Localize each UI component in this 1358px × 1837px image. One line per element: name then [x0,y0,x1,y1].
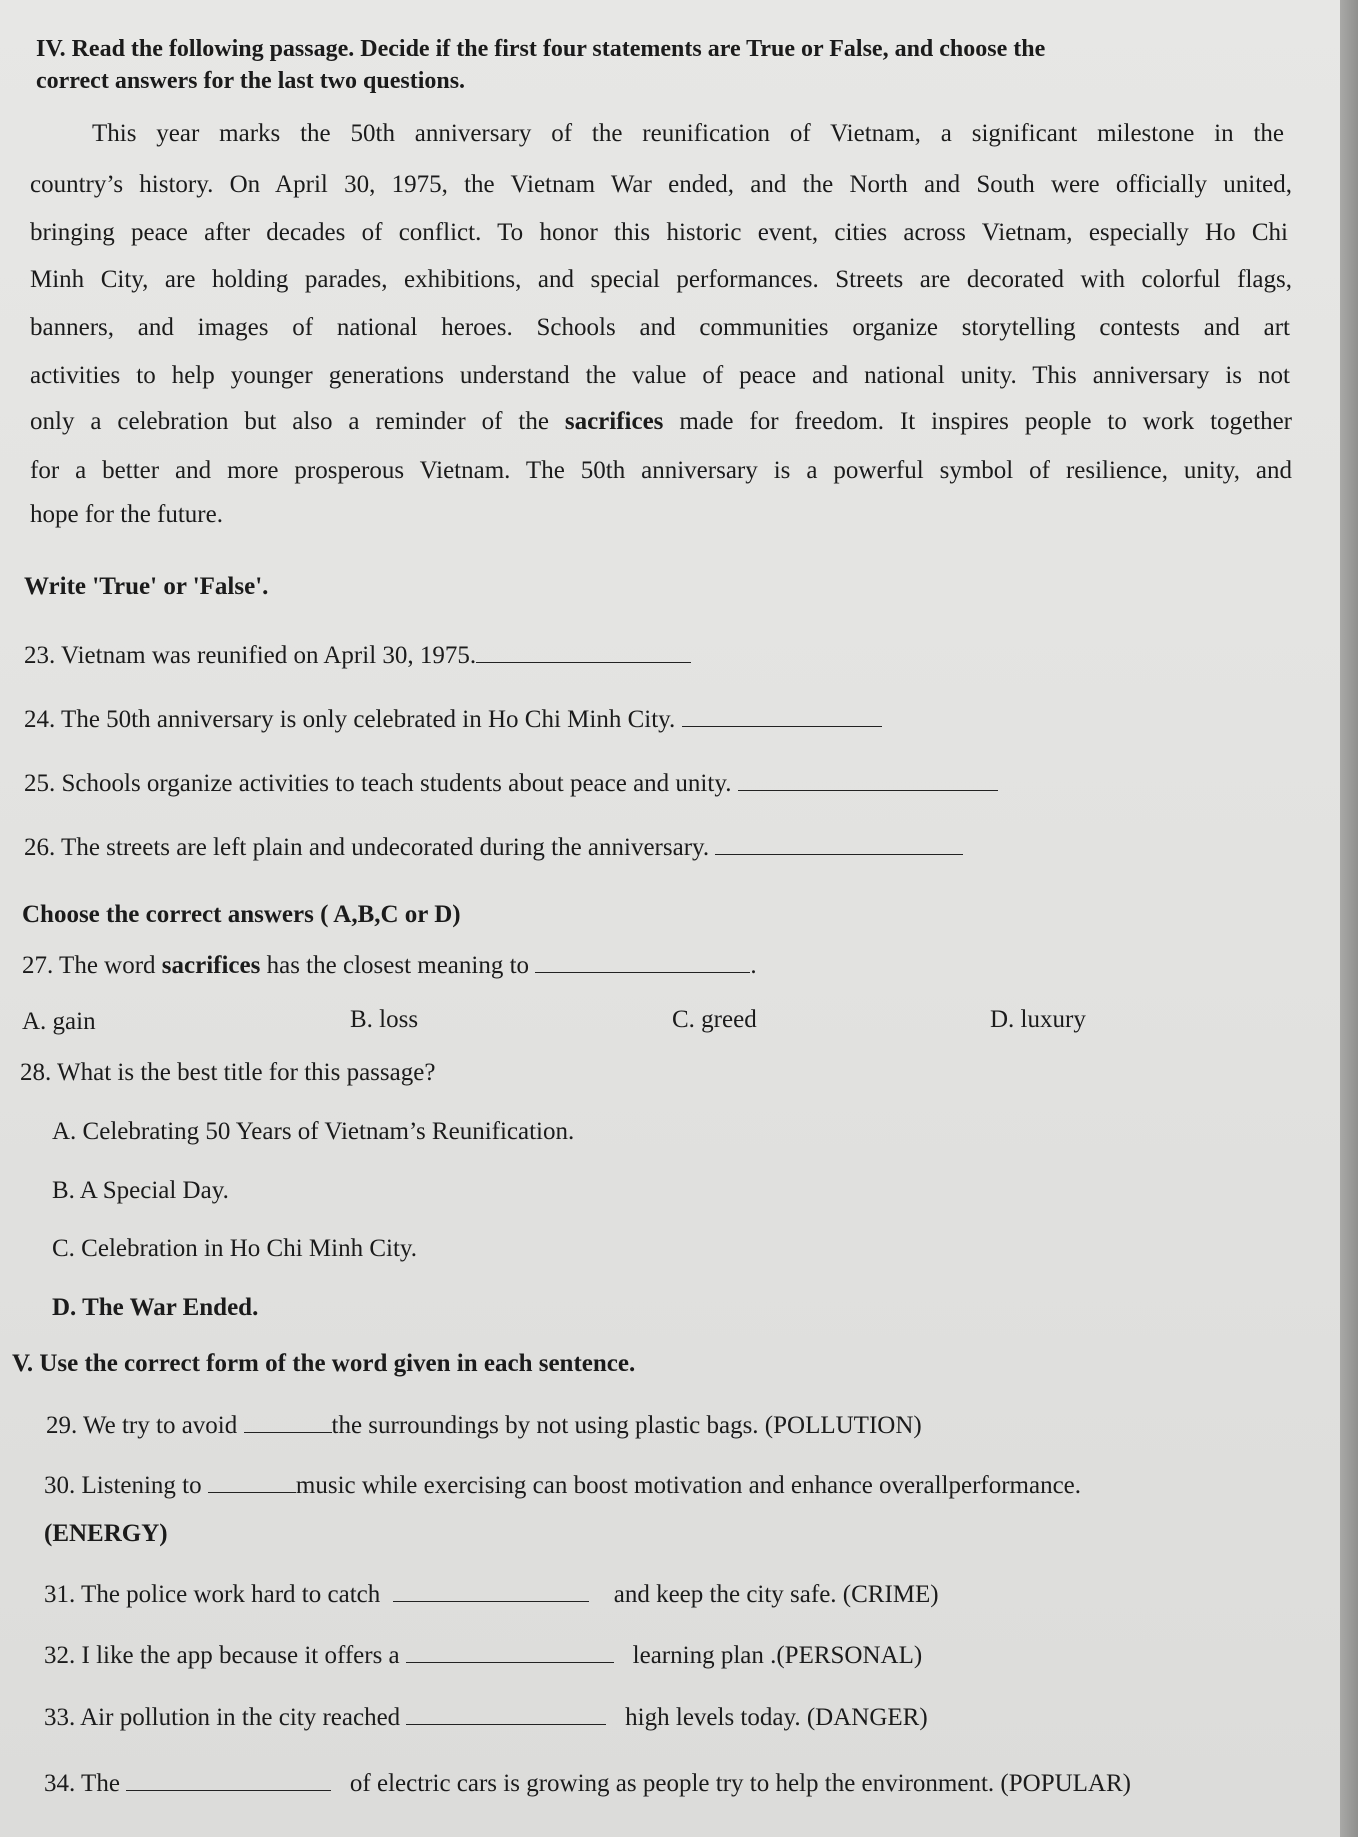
passage-line: Minh City, are holding parades, exhibitions, and special performances. Streets are decorated with colorful flags, [30,266,1292,293]
passage-line: for a better and more prosperous Vietnam. The 50th anniversary is a powerful symbol of resilience, unity, and [30,457,1292,484]
tf-instruction: Write 'True' or 'False'. [24,573,269,600]
passage-line: activities to help younger generations understand the value of peace and national unity. This anniversary is not [30,362,1290,389]
option-c[interactable]: C. Celebration in Ho Chi Minh City. [52,1235,418,1262]
answer-blank-30[interactable] [208,1472,296,1493]
question-32: 32. I like the app because it offers a learning plan .(PERSONAL) [44,1642,923,1669]
question-26: 26. The streets are left plain and undecorated during the anniversary. [24,834,963,862]
question-34: 34. The of electric cars is growing as people try to help the environment. (POPULAR) [44,1770,1131,1797]
question-30-word: (ENERGY) [44,1520,168,1547]
option-a[interactable]: A. gain [22,1008,96,1035]
question-28: 28. What is the best title for this passage? [20,1059,436,1086]
section-iv-heading-line2: correct answers for the last two questions. [36,68,466,94]
passage-line: banners, and images of national heroes. Schools and communities organize storytelling contests and art [30,314,1290,341]
passage-line: country’s history. On April 30, 1975, the Vietnam War ended, and the North and South were officially united, [30,171,1292,198]
section-iv-heading-line1: IV. Read the following passage. Decide if the first four statements are True or False, and choose the [36,36,1046,62]
question-25: 25. Schools organize activities to teach students about peace and unity. [24,770,998,798]
answer-blank-29[interactable] [244,1412,332,1433]
answer-blank-34[interactable] [126,1770,331,1791]
question-30: 30. Listening to music while exercising can boost motivation and enhance overallperformance. [44,1472,1082,1499]
answer-blank-26[interactable] [715,834,963,855]
answer-blank-27[interactable] [535,952,750,973]
answer-blank-32[interactable] [406,1642,614,1663]
mc-instruction: Choose the correct answers ( A,B,C or D) [22,901,461,928]
option-d[interactable]: D. luxury [990,1006,1086,1033]
answer-blank-24[interactable] [682,706,882,727]
option-a[interactable]: A. Celebrating 50 Years of Vietnam’s Reunification. [52,1118,575,1145]
question-27: 27. The word sacrifices has the closest meaning to . [22,952,757,979]
passage-line: bringing peace after decades of conflict. To honor this historic event, cities across Vietnam, especially Ho Chi [30,219,1288,246]
question-29: 29. We try to avoid the surroundings by not using plastic bags. (POLLUTION) [46,1412,922,1439]
question-24: 24. The 50th anniversary is only celebrated in Ho Chi Minh City. [24,706,882,734]
answer-blank-33[interactable] [406,1704,606,1725]
question-33: 33. Air pollution in the city reached high levels today. (DANGER) [44,1704,928,1731]
keyword-sacrifices: sacrifices [564,408,664,435]
option-b[interactable]: B. loss [350,1006,419,1033]
answer-blank-23[interactable] [476,642,691,663]
passage-line: This year marks the 50th anniversary of the reunification of Vietnam, a significant milestone in the [92,120,1284,147]
option-b[interactable]: B. A Special Day. [52,1177,229,1204]
question-31: 31. The police work hard to catch and keep the city safe. (CRIME) [44,1581,939,1608]
answer-blank-31[interactable] [393,1581,589,1602]
section-v-heading: V. Use the correct form of the word given in each sentence. [12,1350,636,1377]
page-edge-shadow [1340,0,1358,1837]
passage-line-7: only a celebration but also a reminder of the sacrifices made for freedom. It inspires people to work together [30,408,1292,435]
option-d[interactable]: D. The War Ended. [52,1294,259,1321]
question-23: 23. Vietnam was reunified on April 30, 1975. [24,642,691,670]
answer-blank-25[interactable] [738,770,998,791]
keyword-sacrifices: sacrifices [161,952,261,979]
option-c[interactable]: C. greed [672,1006,757,1033]
passage-line: hope for the future. [30,501,223,528]
